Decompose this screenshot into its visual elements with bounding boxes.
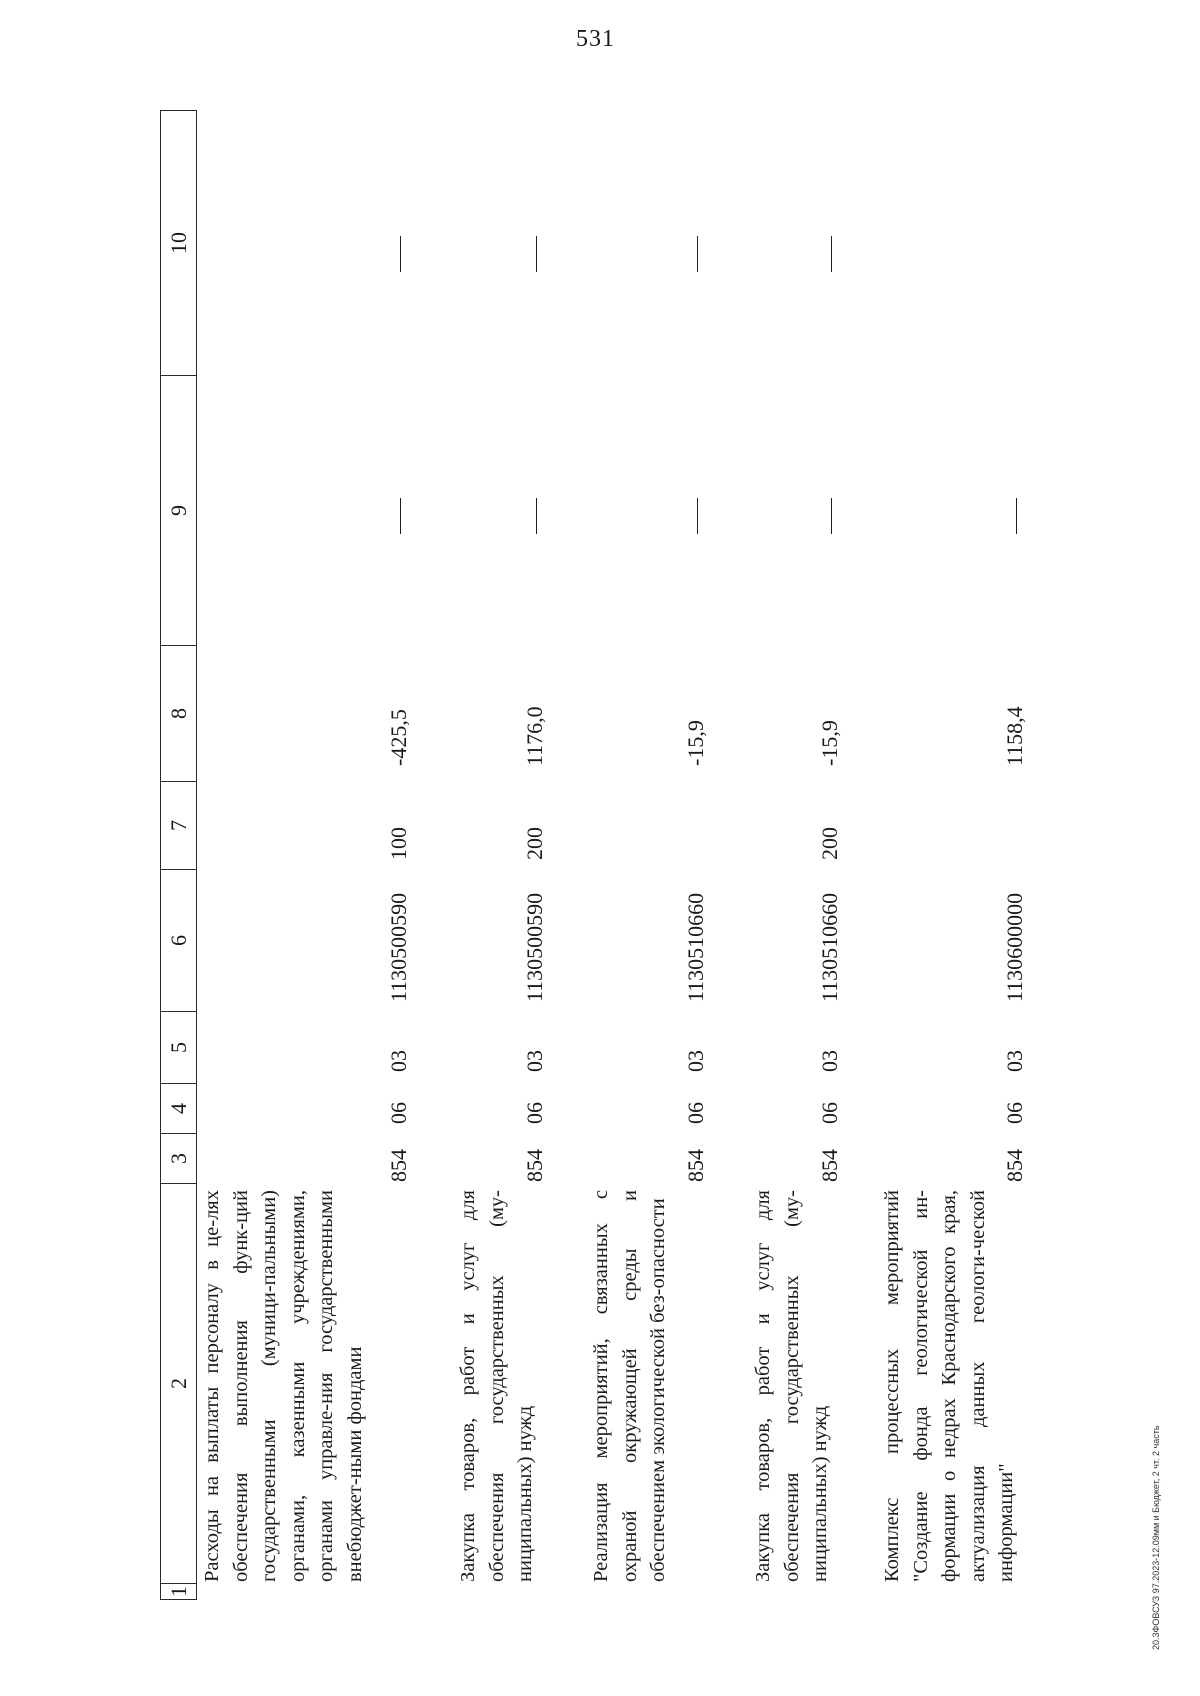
dash-col10 (536, 236, 537, 272)
footer-text: 20.3ФОВСУЗ 97.2023-12.09мм и Бюджет, 2 чт. 2 часть (1151, 1425, 1161, 1650)
header-col-4: 4 (160, 1084, 197, 1134)
row-col3: 854 (386, 1149, 411, 1182)
header-col-9: 9 (160, 376, 197, 646)
dash-col10 (697, 236, 698, 272)
row-col8: 1176,0 (522, 706, 547, 766)
row-col4: 06 (522, 1102, 547, 1124)
dash-col10 (831, 236, 832, 272)
row-col7: 100 (386, 827, 411, 860)
row-col3: 854 (1002, 1149, 1027, 1182)
row-col8: -15,9 (683, 720, 708, 766)
row-col7: 200 (522, 827, 547, 860)
row-col6: 1130500590 (522, 892, 547, 1002)
row-col5: 03 (683, 1050, 708, 1072)
row-col5: 03 (817, 1050, 842, 1072)
dash-col9 (1016, 498, 1017, 534)
row-description: Реализация мероприятий, связанных с охраной окружающей среды и обеспечением экологической без-опасности (590, 1190, 669, 1582)
row-col3: 854 (683, 1149, 708, 1182)
row-col8: 1158,4 (1002, 706, 1027, 766)
page-number: 531 (576, 26, 615, 52)
row-col3: 854 (817, 1149, 842, 1182)
row-description: Комплекс процессных мероприятий "Создание фонда геологической ин-формации о недрах Краснодарского края, актуализация данных геологи-ческой информации" (881, 1190, 1017, 1582)
row-col8: -15,9 (817, 720, 842, 766)
header-col-3: 3 (160, 1134, 197, 1184)
row-col4: 06 (386, 1102, 411, 1124)
row-col6: 1130510660 (817, 892, 842, 1002)
row-col8: -425,5 (386, 709, 411, 766)
header-col-5: 5 (160, 1012, 197, 1084)
header-col-8: 8 (160, 646, 197, 782)
header-col-7: 7 (160, 782, 197, 870)
row-col5: 03 (1002, 1050, 1027, 1072)
row-col4: 06 (817, 1102, 842, 1124)
dash-col10 (400, 236, 401, 272)
row-description: Расходы на выплаты персоналу в це-лях обеспечения выполнения функ-ций государственными (муници-пальными) органами, казенными учреждениями, органами управле-ния государственными внебюджет-ными фондами (201, 1190, 366, 1582)
row-col5: 03 (386, 1050, 411, 1072)
dash-col9 (697, 498, 698, 534)
header-col-1: 1 (160, 1584, 197, 1600)
header-col-2: 2 (160, 1184, 197, 1584)
row-col6: 1130510660 (683, 892, 708, 1002)
row-col3: 854 (522, 1149, 547, 1182)
row-col4: 06 (1002, 1102, 1027, 1124)
rotated-budget-table (160, 110, 1060, 1600)
row-col4: 06 (683, 1102, 708, 1124)
row-col6: 1130600000 (1002, 892, 1027, 1002)
row-description: Закупка товаров, работ и услуг для обеспечения государственных (му-ниципальных) нужд (457, 1190, 536, 1582)
row-col7: 200 (817, 827, 842, 860)
row-col5: 03 (522, 1050, 547, 1072)
row-col6: 1130500590 (386, 892, 411, 1002)
dash-col9 (400, 498, 401, 534)
dash-col9 (536, 498, 537, 534)
header-col-6: 6 (160, 870, 197, 1012)
header-col-10: 10 (160, 110, 197, 376)
row-description: Закупка товаров, работ и услуг для обеспечения государственных (му-ниципальных) нужд (752, 1190, 831, 1582)
dash-col9 (831, 498, 832, 534)
